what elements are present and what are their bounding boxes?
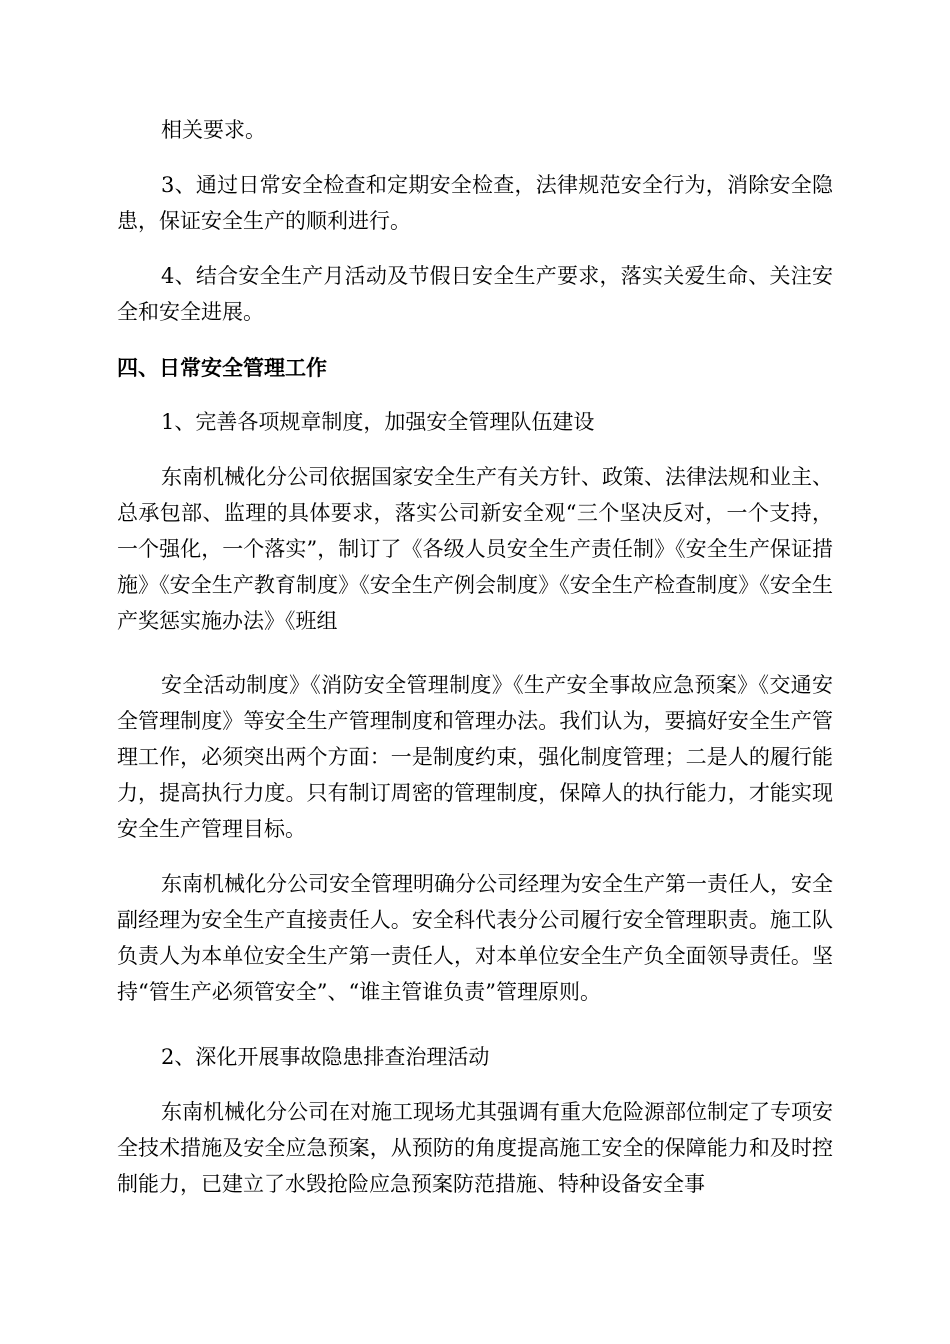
paragraph-regulations: 东南机械化分公司依据国家安全生产有关方针、政策、法律法规和业主、总承包部、监理的具体要求，落实公司新安全观“三个坚决反对，一个支持，一个强化，一个落实”，制订了《各级人员安全生产责任制》《安全生产保证措施》《安全生产教育制度》《安全生产例会制度》《安全生产检查制度》《安全生产奖惩实施办法》《班组 — [117, 465, 833, 633]
paragraph-item-4: 4、结合安全生产月活动及节假日安全生产要求，落实关爱生命、关注安全和安全进展。 — [117, 264, 833, 324]
paragraph-continuation: 相关要求。 — [161, 118, 266, 142]
paragraph-regulations-continued: 安全活动制度》《消防安全管理制度》《生产安全事故应急预案》《交通安全管理制度》等安全生产管理制度和管理办法。我们认为，要搞好安全生产管理工作，必须突出两个方面：一是制度约束，强化制度管理；二是人的履行能力，提高执行力度。只有制订周密的管理制度，保障人的执行能力，才能实现安全生产管理目标。 — [117, 673, 833, 841]
paragraph-responsibility: 东南机械化分公司安全管理明确分公司经理为安全生产第一责任人，安全副经理为安全生产直接责任人。安全科代表分公司履行安全管理职责。施工队负责人为本单位安全生产第一责任人，对本单位安全生产负全面领导责任。坚持“管生产必须管安全”、“谁主管谁负责”管理原则。 — [117, 872, 833, 1004]
section-heading-4: 四、日常安全管理工作 — [117, 356, 327, 380]
subheading-1: 1、完善各项规章制度，加强安全管理队伍建设 — [161, 410, 595, 434]
paragraph-item-3: 3、通过日常安全检查和定期安全检查，法律规范安全行为，消除安全隐患，保证安全生产的顺利进行。 — [117, 173, 833, 233]
paragraph-hazard-investigation: 东南机械化分公司在对施工现场尤其强调有重大危险源部位制定了专项安全技术措施及安全应急预案，从预防的角度提高施工安全的保障能力和及时控制能力，已建立了水毁抢险应急预案防范措施、特种设备安全事 — [117, 1100, 833, 1196]
subheading-2: 2、深化开展事故隐患排查治理活动 — [161, 1045, 490, 1069]
